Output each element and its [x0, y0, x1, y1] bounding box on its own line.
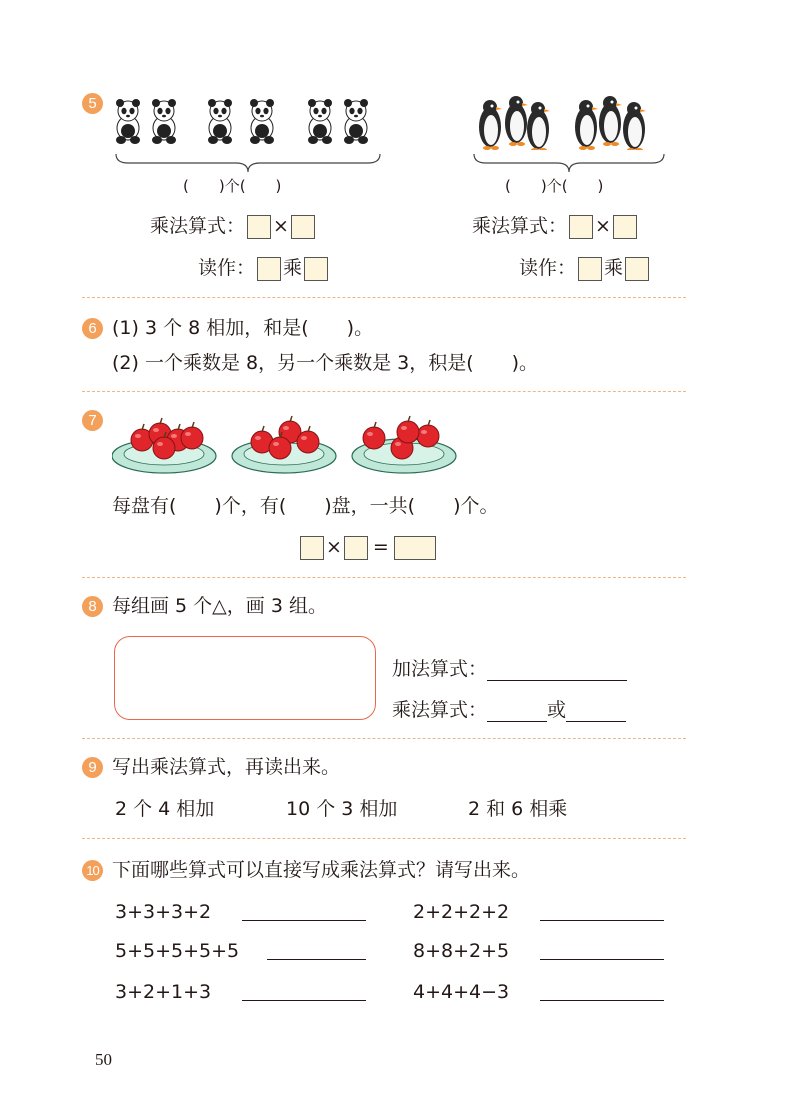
separator: [82, 577, 686, 578]
mul-label: 乘法算式：: [392, 699, 488, 721]
add-label: 加法算式：: [392, 658, 488, 680]
q5-right-blank: ( )个( ): [505, 177, 604, 195]
answer-box[interactable]: [247, 215, 271, 239]
pandas-illustration: [112, 98, 382, 146]
penguin-icon: [527, 102, 550, 150]
times-sign: ×: [326, 536, 342, 558]
answer-box[interactable]: [291, 215, 315, 239]
q6-line1: (1) 3 个 8 相加，和是( )。: [112, 317, 374, 339]
answer-line[interactable]: [242, 900, 366, 921]
panda-icon: [208, 99, 232, 144]
answer-line[interactable]: [267, 939, 366, 960]
apple-plate-icon: [352, 416, 456, 473]
answer-box[interactable]: [304, 257, 328, 281]
answer-box[interactable]: [394, 536, 436, 560]
page-number: 50: [95, 1050, 112, 1069]
q6-line2: (2) 一个乘数是 8，另一个乘数是 3，积是( )。: [112, 352, 539, 374]
read-label: 读作：: [519, 257, 577, 279]
question-10-badge: 10: [82, 860, 103, 881]
answer-box[interactable]: [257, 257, 281, 281]
answer-box[interactable]: [344, 536, 368, 560]
q10-expression: 3+3+3+2: [115, 901, 212, 923]
penguin-icon: [623, 102, 646, 150]
q9-item: 10 个 3 相加: [286, 798, 398, 820]
question-8-badge: 8: [82, 596, 103, 617]
mul-label: 乘法算式：: [150, 215, 246, 237]
or-text: 或: [547, 699, 567, 721]
drawing-area[interactable]: [114, 636, 376, 720]
answer-line[interactable]: [487, 660, 627, 681]
answer-box[interactable]: [613, 215, 637, 239]
answer-box[interactable]: [578, 257, 602, 281]
question-9-badge: 9: [82, 757, 103, 778]
q10-instruction: 下面哪些算式可以直接写成乘法算式？请写出来。: [112, 859, 531, 881]
answer-box[interactable]: [300, 536, 324, 560]
apple-plate-icon: [232, 416, 336, 473]
answer-line[interactable]: [242, 980, 366, 1001]
question-5-badge: 5: [82, 93, 103, 114]
brace-icon: [472, 152, 666, 174]
separator: [82, 297, 686, 298]
mul-label: 乘法算式：: [472, 215, 568, 237]
q9-item: 2 个 4 相加: [115, 798, 215, 820]
penguin-icon: [575, 100, 598, 150]
separator: [82, 838, 686, 839]
panda-icon: [152, 99, 176, 144]
q5-left-blank: ( )个( ): [183, 177, 282, 195]
q8-mul-row: [392, 698, 626, 722]
panda-icon: [308, 99, 332, 144]
q9-item: 2 和 6 相乘: [468, 798, 568, 820]
q5-left-read-row: [198, 256, 330, 281]
q5-right-read-row: [519, 256, 651, 281]
penguin-icon: [599, 96, 622, 146]
q8-instruction: 每组画 5 个△，画 3 组。: [112, 595, 327, 617]
q10-expression: 5+5+5+5+5: [115, 940, 240, 962]
brace-icon: [114, 152, 382, 174]
equals-sign: =: [372, 536, 389, 558]
read-label: 读作：: [198, 257, 256, 279]
answer-line[interactable]: [540, 980, 664, 1001]
q8-add-row: [392, 657, 627, 681]
panda-icon: [344, 99, 368, 144]
q9-instruction: 写出乘法算式，再读出来。: [112, 756, 341, 778]
cheng-text: 乘: [604, 257, 624, 279]
q7-equation: [298, 535, 438, 560]
apple-plates-illustration: [112, 412, 462, 474]
answer-line[interactable]: [566, 701, 626, 722]
question-6-badge: 6: [82, 318, 103, 339]
panda-icon: [116, 99, 140, 144]
q10-expression: 8+8+2+5: [413, 940, 510, 962]
penguin-icon: [505, 96, 528, 146]
q10-expression: 3+2+1+3: [115, 981, 212, 1003]
separator: [82, 391, 686, 392]
q10-expression: 4+4+4−3: [413, 981, 510, 1003]
q7-sentence: 每盘有( )个，有( )盘，一共( )个。: [112, 495, 499, 517]
panda-icon: [250, 99, 274, 144]
question-7-badge: 7: [82, 410, 103, 431]
separator: [82, 738, 686, 739]
times-sign: ×: [273, 215, 289, 237]
answer-box[interactable]: [569, 215, 593, 239]
answer-line[interactable]: [487, 701, 547, 722]
q5-left-mul-row: [150, 214, 317, 239]
penguins-illustration: [474, 95, 664, 150]
answer-box[interactable]: [625, 257, 649, 281]
times-sign: ×: [595, 215, 611, 237]
cheng-text: 乘: [283, 257, 303, 279]
penguin-icon: [479, 100, 502, 150]
q10-expression: 2+2+2+2: [413, 901, 510, 923]
q5-right-mul-row: [472, 214, 639, 239]
answer-line[interactable]: [540, 900, 664, 921]
apple-plate-icon: [112, 418, 216, 473]
answer-line[interactable]: [540, 939, 664, 960]
